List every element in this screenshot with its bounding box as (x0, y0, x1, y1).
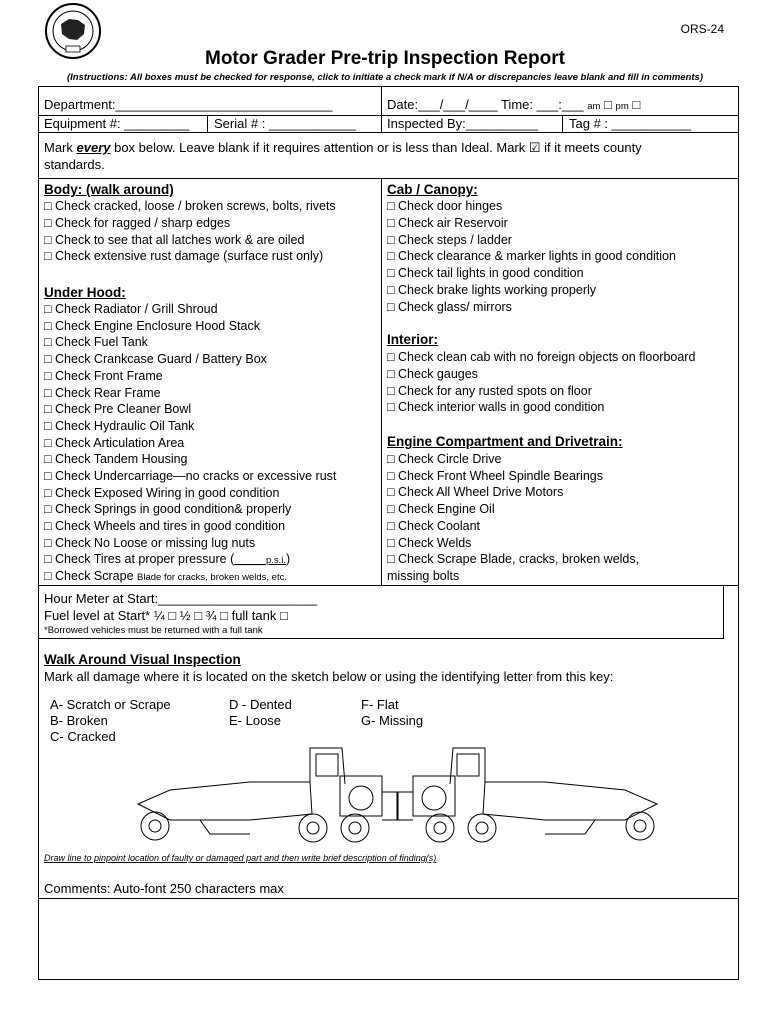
comments-label: Comments: Auto-font 250 characters max (44, 881, 284, 896)
checklist-item[interactable]: □ Check Coolant (387, 518, 481, 533)
mark-instructions: Mark every box below. Leave blank if it requires attention or is less than Ideal. Mark ☑ if it meets county (44, 140, 642, 155)
checklist-item[interactable]: □ Check brake lights working properly (387, 283, 597, 297)
body-section-title: Body: (walk around) (44, 182, 174, 197)
date-time-text: Date:___/___/____ Time: ___:___ (387, 97, 584, 112)
checklist-item[interactable]: □ Check Radiator / Grill Shroud (44, 302, 218, 316)
interior-section-title: Interior: (387, 332, 439, 347)
checklist-item[interactable]: □ Check door hinges (387, 199, 503, 213)
sketch-note: Draw line to pinpoint location of faulty or damaged part and then write brief description of finding(s) (44, 853, 437, 863)
equipment-field[interactable]: Equipment #: _________ (44, 116, 190, 131)
am-checkbox[interactable]: □ (604, 97, 612, 112)
checklist-item[interactable]: □ Check Front Wheel Spindle Bearings (387, 468, 603, 483)
divider (38, 132, 739, 133)
am-label: am (587, 101, 601, 112)
checklist-item[interactable]: □ Check Pre Cleaner Bowl (44, 402, 192, 417)
checklist-item[interactable]: □ Check Hydraulic Oil Tank (44, 418, 195, 433)
checklist-item[interactable]: □ Check clean cab with no foreign objects on floorboard (387, 350, 696, 364)
damage-key-item: F- Flat (361, 697, 399, 712)
checklist-item[interactable]: □ Check Engine Enclosure Hood Stack (44, 318, 260, 333)
checklist-item[interactable]: □ Check Rear Frame (44, 385, 161, 400)
checklist-item[interactable]: □ Check air Reservoir (387, 215, 508, 230)
walk-around-description: Mark all damage where it is located on the sketch below or using the identifying letter from this key: (44, 669, 614, 684)
pm-label: pm (615, 101, 629, 112)
engine-section-title: Engine Compartment and Drivetrain: (387, 434, 623, 449)
checklist-item[interactable]: □ Check Wheels and tires in good condition (44, 519, 286, 534)
damage-key-item: A- Scratch or Scrape (50, 697, 171, 712)
instructions: (Instructions: All boxes must be checked for response, click to initiate a check mark if N/A or discrepancies leave blank and fill in comments) (67, 72, 703, 83)
divider (562, 115, 563, 133)
checklist-item[interactable]: □ Check clearance & marker lights in good condition (387, 249, 676, 264)
checklist-item[interactable]: □ Check Springs in good condition& properly (44, 502, 292, 517)
checklist-item[interactable]: □ Check steps / ladder (387, 232, 512, 247)
checklist-item[interactable]: □ Check interior walls in good condition (387, 400, 605, 415)
divider (207, 115, 208, 133)
checklist-item[interactable]: □ Check Tandem Housing (44, 452, 188, 467)
checklist-item[interactable]: □ Check gauges (387, 366, 478, 381)
damage-key-item: E- Loose (229, 713, 282, 729)
hour-meter-field[interactable]: Hour Meter at Start:______________________ (44, 591, 318, 606)
checklist-item[interactable]: missing bolts (387, 568, 460, 583)
checklist-item[interactable]: □ Check Front Frame (44, 368, 163, 383)
checklist-item[interactable]: □ Check for any rusted spots on floor (387, 383, 592, 398)
checklist-item[interactable]: □ Check Exposed Wiring in good condition (44, 485, 280, 500)
mark-instructions-line2: standards. (44, 157, 105, 172)
checklist-item[interactable]: □ Check No Loose or missing lug nuts (44, 535, 256, 550)
checklist-item[interactable]: □ Check cracked, loose / broken screws, bolts, rivets (44, 199, 336, 213)
checklist-item[interactable]: □ Check Undercarriage—no cracks or excessive rust (44, 469, 337, 483)
checklist-item[interactable]: □ Check for ragged / sharp edges (44, 215, 231, 230)
form-code: ORS-24 (680, 22, 724, 36)
checklist-item[interactable]: □ Check All Wheel Drive Motors (387, 485, 564, 500)
damage-key-item: C- Cracked (50, 729, 116, 745)
grader-sketch-left[interactable] (130, 742, 400, 850)
grader-sketch-right[interactable] (395, 742, 665, 850)
checklist-item[interactable]: □ Check Welds (387, 535, 472, 550)
serial-field[interactable]: Serial # : ____________ (214, 116, 356, 131)
check-tires-pressure[interactable]: □ Check Tires at proper pressure (______p.s.i.) (44, 552, 291, 566)
checklist-item[interactable]: □ Check glass/ mirrors (387, 299, 512, 314)
checklist-item[interactable]: □ Check to see that all latches work & are oiled (44, 232, 305, 247)
divider (38, 178, 739, 179)
comments-box[interactable] (38, 898, 739, 980)
inspected-by-field[interactable]: Inspected By:__________ (387, 116, 539, 131)
checklist-item[interactable]: □ Check Scrape Blade, cracks, broken welds, (387, 552, 640, 567)
department-field[interactable]: Department:______________________________ (44, 97, 333, 112)
damage-key-item: D - Dented (229, 697, 292, 712)
checklist-item[interactable]: □ Check Fuel Tank (44, 335, 148, 350)
checklist-item[interactable]: □ Check Circle Drive (387, 452, 502, 466)
checklist-item[interactable]: □ Check Articulation Area (44, 435, 185, 450)
pm-checkbox[interactable]: □ (632, 97, 641, 112)
check-scrape-blade[interactable]: □ Check Scrape Blade for cracks, broken welds, etc. (44, 569, 287, 583)
damage-key-item: B- Broken (50, 713, 108, 729)
checklist-item[interactable]: □ Check tail lights in good condition (387, 266, 584, 281)
checklist-item[interactable]: □ Check extensive rust damage (surface rust only) (44, 249, 324, 264)
date-time-field[interactable] (387, 97, 640, 115)
divider (381, 86, 382, 133)
checklist-item[interactable]: □ Check Engine Oil (387, 502, 495, 517)
fuel-level-field[interactable]: Fuel level at Start* ¼ □ ½ □ ¾ □ full tank □ (44, 608, 288, 623)
tag-field[interactable]: Tag # : ___________ (569, 116, 692, 131)
under-hood-section-title: Under Hood: (44, 285, 126, 300)
page-title: Motor Grader Pre-trip Inspection Report (205, 48, 565, 69)
divider (381, 178, 382, 586)
damage-key-item: G- Missing (361, 713, 424, 729)
borrowed-note: *Borrowed vehicles must be returned with a full tank (44, 625, 263, 636)
checklist-item[interactable]: □ Check Crankcase Guard / Battery Box (44, 352, 267, 367)
cab-section-title: Cab / Canopy: (387, 182, 478, 197)
walk-around-title: Walk Around Visual Inspection (44, 652, 241, 667)
